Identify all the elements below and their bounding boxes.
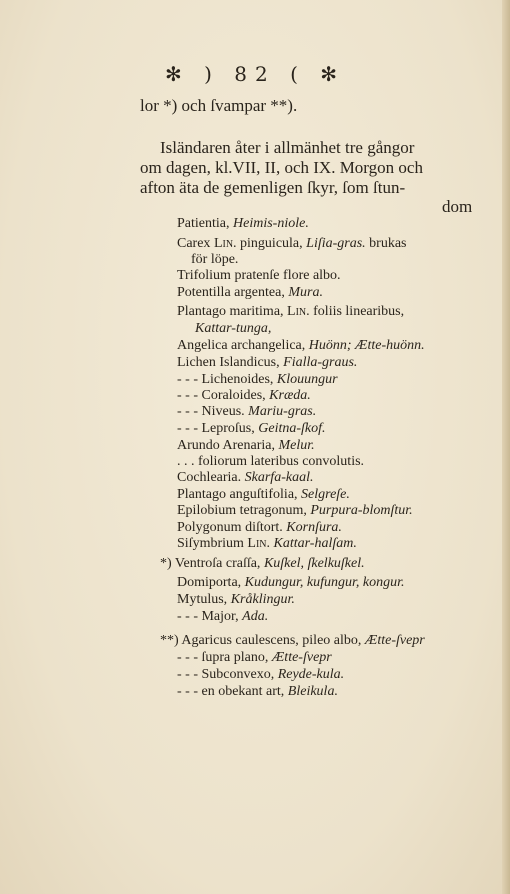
intro-line: lor *) och ſvampar **). xyxy=(140,96,298,115)
icelandic-name: Mura. xyxy=(288,285,323,300)
icelandic-name: Ætte-ſvepr xyxy=(364,633,425,648)
latin-name: Ventroſa craſſa, xyxy=(174,556,264,571)
latin-name: för löpe. xyxy=(191,252,239,267)
list-entry xyxy=(177,503,413,519)
list-entry xyxy=(177,304,404,320)
footnote-mark: **) xyxy=(160,633,182,648)
latin-name: - - - Subconvexo, xyxy=(177,667,278,682)
list-entry xyxy=(177,338,425,354)
list-entry xyxy=(177,536,357,552)
latin-name: - - - Major, xyxy=(177,609,243,624)
latin-name: Arundo Arenaria, xyxy=(177,438,279,453)
list-entry xyxy=(177,575,405,591)
list-entry xyxy=(177,421,326,437)
latin-name: - - - Leproſus, xyxy=(177,421,259,436)
latin-name: Cochlearia. xyxy=(177,470,245,485)
icelandic-name: Bleikula. xyxy=(287,684,338,699)
latin-name: Plantago anguſtifolia, xyxy=(177,487,302,502)
icelandic-name: Kattar-tunga, xyxy=(195,321,272,336)
icelandic-name: Klouungur xyxy=(276,372,338,387)
icelandic-name: Purpura-blomſtur. xyxy=(310,503,413,518)
icelandic-name: Ætte-ſvepr xyxy=(271,650,332,665)
list-entry xyxy=(177,216,309,232)
author-abbrev: Lin. xyxy=(213,236,237,251)
list-entry xyxy=(177,650,332,666)
list-entry xyxy=(177,470,313,486)
icelandic-name: Ada. xyxy=(242,609,269,624)
list-entry xyxy=(177,355,357,371)
latin-name: Domiporta, xyxy=(177,575,245,590)
icelandic-name: Kråklingur. xyxy=(230,592,295,607)
list-entry xyxy=(177,520,342,536)
list-entry xyxy=(160,556,365,572)
list-entry xyxy=(177,285,323,301)
icelandic-name: Liſia-gras. xyxy=(306,236,366,251)
author-abbrev: Lin. xyxy=(287,304,310,319)
list-entry xyxy=(177,592,295,608)
icelandic-name: Melur. xyxy=(278,438,315,453)
note-text: brukas xyxy=(365,236,407,251)
latin-name-cont: foliis linearibus, xyxy=(309,304,405,319)
icelandic-name: Fialla-graus. xyxy=(283,355,358,370)
icelandic-name: Kornſura. xyxy=(286,520,342,535)
icelandic-name: Kudungur, kufungur, kongur. xyxy=(244,575,405,590)
latin-name: Polygonum diſtort. xyxy=(177,520,287,535)
list-entry xyxy=(177,404,316,420)
list-entry xyxy=(177,487,350,503)
latin-name: Angelica archangelica, xyxy=(177,338,309,353)
icelandic-name: Heimis-niole. xyxy=(233,216,309,231)
icelandic-name: Reyde-kula. xyxy=(277,667,345,682)
list-entry xyxy=(195,321,271,337)
list-entry xyxy=(191,252,238,268)
latin-name: Agaricus caulescens, pileo albo, xyxy=(181,633,365,648)
latin-name: Siſymbrium xyxy=(177,536,248,551)
latin-name: Carex xyxy=(177,236,214,251)
icelandic-name: Skarfa-kaal. xyxy=(244,470,314,485)
latin-name: Lichen Islandicus, xyxy=(177,355,284,370)
latin-name: . . . foliorum lateribus convolutis. xyxy=(177,454,365,469)
latin-name-cont: pinguicula, xyxy=(236,236,307,251)
latin-name: - - - en obekant art, xyxy=(177,684,288,699)
latin-name: - - - Lichenoides, xyxy=(177,372,277,387)
paragraph-line-3: afton äta de gemenligen ſkyr, ſom ſtun- xyxy=(140,178,406,197)
list-entry xyxy=(177,438,315,454)
latin-name: Plantago maritima, xyxy=(177,304,288,319)
latin-name: - - - Niveus. xyxy=(177,404,249,419)
footnote-mark: *) xyxy=(160,556,175,571)
icelandic-name: Kræda. xyxy=(269,388,311,403)
list-entry xyxy=(177,268,341,284)
latin-name: Mytulus, xyxy=(177,592,231,607)
list-entry xyxy=(177,684,338,700)
icelandic-name: Huönn; Ætte-huönn. xyxy=(308,338,425,353)
latin-name: Trifolium pratenſe flore albo. xyxy=(177,268,341,283)
icelandic-name: Kuſkel, ſkelkuſkel. xyxy=(263,556,365,571)
list-entry xyxy=(177,388,311,404)
latin-name: - - - ſupra plano, xyxy=(177,650,272,665)
paragraph-line-4: dom xyxy=(442,197,473,216)
list-entry xyxy=(177,236,407,252)
icelandic-name: Selgreſe. xyxy=(301,487,350,502)
latin-name: Potentilla argentea, xyxy=(177,285,289,300)
list-entry xyxy=(177,609,268,625)
latin-name: - - - Coraloides, xyxy=(177,388,270,403)
icelandic-name: Kattar-halſam. xyxy=(270,536,357,551)
latin-name: Epilobium tetragonum, xyxy=(177,503,311,518)
paragraph-line-1: Isländaren åter i allmänhet tre gångor xyxy=(160,138,415,157)
latin-name: Patientia, xyxy=(177,216,233,231)
author-abbrev: Lin. xyxy=(247,536,271,551)
icelandic-name: Geitna-ſkof. xyxy=(258,421,326,436)
page-edge xyxy=(502,0,510,894)
paragraph-line-2: om dagen, kl.VII, II, och IX. Morgon och xyxy=(140,158,423,177)
list-entry xyxy=(177,372,338,388)
list-entry xyxy=(177,667,344,683)
icelandic-name: Mariu-gras. xyxy=(248,404,317,419)
list-entry xyxy=(177,454,364,470)
page-header: ✻ ) 82 ( ✻ xyxy=(165,62,345,86)
list-entry xyxy=(160,633,425,649)
